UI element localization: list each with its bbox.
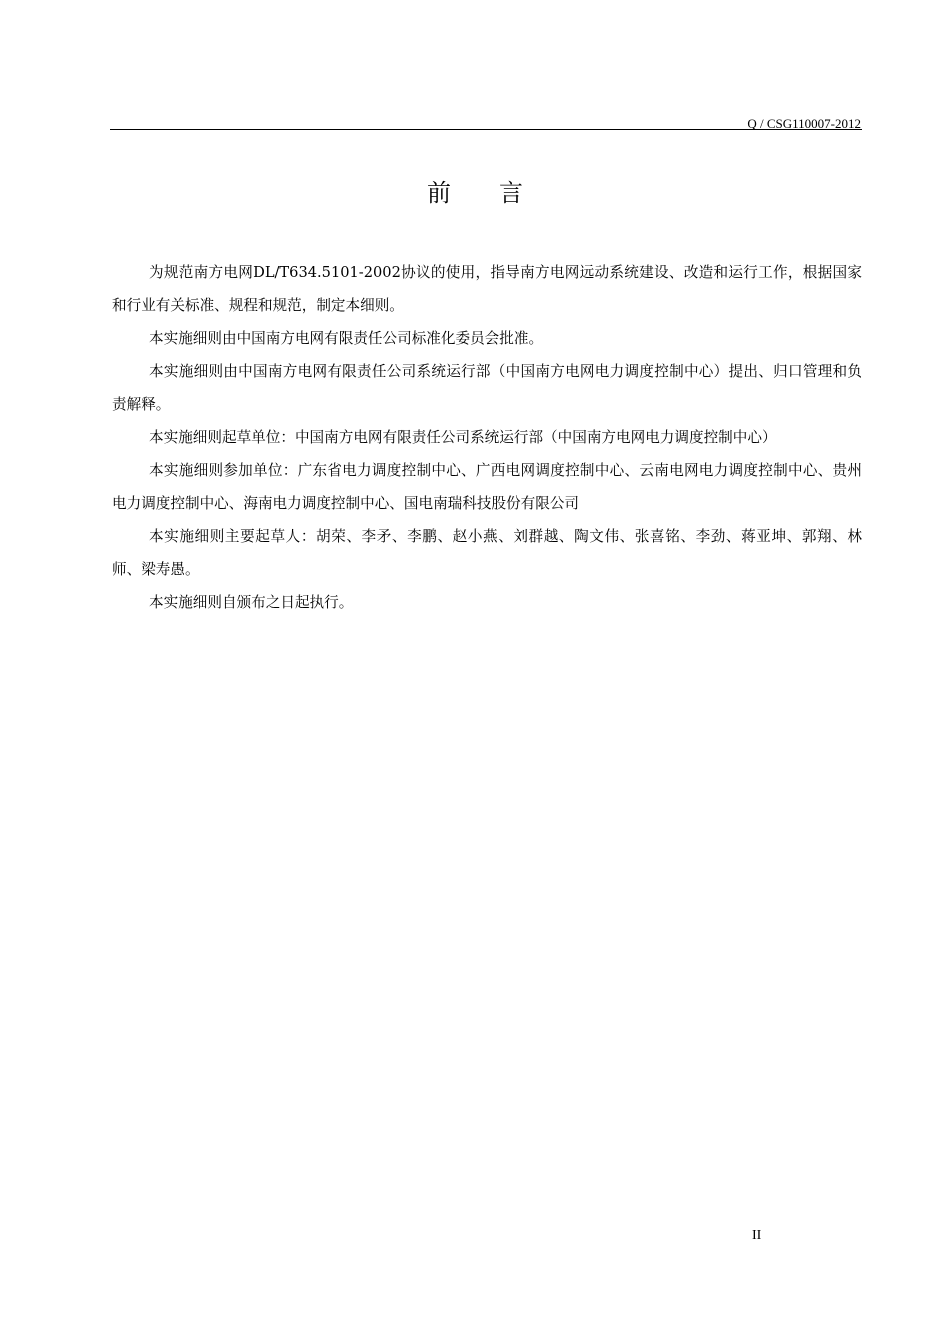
paragraph-drafters: 本实施细则主要起草人：胡荣、李矛、李鹏、赵小燕、刘群越、陶文伟、张喜铭、李劲、蒋亚坤、郭翔、林师、梁寿愚。 xyxy=(112,528,862,578)
paragraph-proposer: 本实施细则由中国南方电网有限责任公司系统运行部（中国南方电网电力调度控制中心）提出、归口管理和负责解释。 xyxy=(112,363,862,413)
paragraph-purpose: 为规范南方电网DL/T634.5101-2002协议的使用，指导南方电网远动系统建设、改造和运行工作，根据国家和行业有关标准、规程和规范，制定本细则。 xyxy=(112,264,862,314)
page-title: 前言 xyxy=(427,179,571,207)
page-number: II xyxy=(752,1228,762,1243)
paragraph-effective-date: 本实施细则自颁布之日起执行。 xyxy=(149,594,354,611)
header-rule xyxy=(110,129,862,130)
document-code: Q / CSG110007-2012 xyxy=(747,116,861,131)
paragraph-participating-units: 本实施细则参加单位：广东省电力调度控制中心、广西电网调度控制中心、云南电网电力调度控制中心、贵州电力调度控制中心、海南电力调度控制中心、国电南瑞科技股份有限公司 xyxy=(112,462,862,512)
paragraph-approval: 本实施细则由中国南方电网有限责任公司标准化委员会批准。 xyxy=(149,330,544,347)
paragraph-drafting-unit: 本实施细则起草单位：中国南方电网有限责任公司系统运行部（中国南方电网电力调度控制中心） xyxy=(149,429,777,446)
foreword-body xyxy=(112,256,862,619)
